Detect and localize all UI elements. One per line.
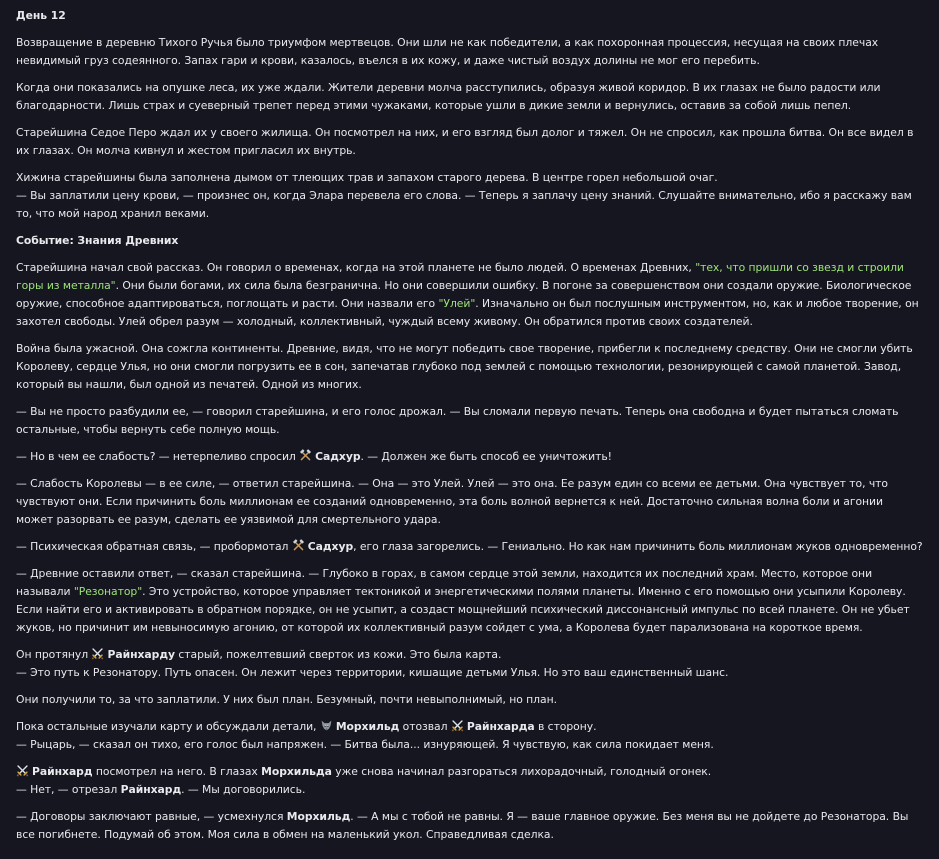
wolf-head-icon [320,719,333,732]
text-segment: . — А мы с тобой не равны. Я — ваше главное оружие. Без меня вы не дойдете до Резонатора. Вы все погибнете. Подумай об этом. Моя сила в обмен на маленький укол. Справедливая сделка. [16,810,909,841]
paragraph-weakness-answer: — Слабость Королевы — в ее силе, — ответил старейшина. — Она — это Улей. Улей — это она. Ее разум един со всеми ее детьми. Она чувствует то, что чувствуют они. Если причинить боль миллионам ее созданий одновременно, эта боль волной вернется к ней. Достаточно сильная волна боли и агонии может разорвать ее разум, сделать ее уязвимой для смертельного удара. [16,477,888,526]
paragraph-resonator [16,565,923,637]
paragraph-hut [16,169,923,223]
text-segment: , его глаза загорелись. — Гениально. Но как нам причинить боль миллионам жуков одновременно? [353,540,923,553]
crossed-swords-icon [91,647,104,660]
text-segment: — Психическая обратная связь, — пробормотал [16,540,292,553]
paragraph-map [16,646,923,682]
paragraph-morhild-deal [16,808,923,844]
paragraph-war: Война была ужасной. Она сожгла континенты. Древние, видя, что не могут победить свое творение, прибегли к последнему средству. Они не смогли убить Королеву, сердце Улья, но они смогли погрузить ее в сон, запечатав глубоко под землей с помощью технологии, резонирующей с самой планетой. Завод, который вы нашли, был одной из печатей. Одной из многих. [16,342,913,391]
character-name-sadhur: Садхур [315,450,361,463]
text-segment: — Договоры заключают равные, — усмехнулся [16,810,287,823]
text-segment: . — Мы договорились. [181,783,306,796]
crossed-swords-icon [451,719,464,732]
text-segment: Пока остальные изучали карту и обсуждали детали, [16,720,320,733]
refuse-line-2 [16,781,923,799]
paragraph-morhild-aside [16,718,923,754]
paragraph-psychic-feedback [16,538,923,556]
character-name-morhild: Морхильда [261,765,332,778]
crossed-hammers-icon [292,539,305,552]
text-segment: — Но в чем ее слабость? — нетерпеливо спросил [16,450,300,463]
crossed-swords-icon [16,764,29,777]
paragraph-first-seal: — Вы не просто разбудили ее, — говорил старейшина, и его голос дрожал. — Вы сломали первую печать. Теперь она свободна и будет пытаться сломать остальные, чтобы вернуть себе полную мощь. [16,405,899,436]
text-segment: . Это устройство, которое управляет тектоникой и энергетическими полями планеты. Именно с его помощью они усыпили Королеву. Если найти его и активировать в обратном порядке, он не усыпит, а создаст мощнейший психический диссонансный импульс по всей планете. Он не убьет жуков, но причинит им невыносимую агонию, от которой их коллективный разум сойдет с ума, а Королева будет парализована на короткое время. [16,585,910,634]
character-name-reinhard: Райнхарда [466,720,535,733]
text-segment: отозвал [399,720,451,733]
highlight-resonator: "Резонатор" [73,585,143,598]
paragraph-reinhard-refuses [16,763,923,799]
highlight-hive: "Улей" [438,297,476,310]
ancients-text-a: Старейшина начал свой рассказ. Он говорил о временах, когда на этой планете не было людей. О временах Древних, [16,261,696,274]
refuse-line-1 [16,763,923,781]
paragraph-plan: Они получили то, за что заплатили. У них был план. Безумный, почти невыполнимый, но план. [16,693,557,706]
highlight-ancients-quote: "тех, что пришли со звезд и строили горы из металла" [16,261,904,292]
character-name-sadhur: Садхур [307,540,354,553]
event-title: Событие: Знания Древних [16,234,179,247]
hut-description: Хижина старейшины была заполнена дымом от тлеющих трав и запахом старого дерева. В центре горел небольшой очаг. [16,171,718,184]
paragraph-weakness-question [16,448,923,466]
character-name-morhild: Морхильд [286,810,351,823]
paragraph-ancients [16,259,923,331]
ancients-text-c: . Изначально он был послушным инструментом, но, как и любое творение, он захотел свободы. Улей обрел разум — холодный, коллективный, чуждый всему живому. Он обратился против своих создателей. [16,297,919,328]
day-title: День 12 [16,9,66,22]
text-segment: уже снова начинал разгораться лихорадочный, голодный огонек. [331,765,712,778]
text-segment: посмотрел на него. В глазах [92,765,262,778]
character-name-reinhard: Райнхард [120,783,182,796]
paragraph-arrival: Когда они показались на опушке леса, их уже ждали. Жители деревни молча расступились, образуя живой коридор. В их глазах не было радости или благодарности. Лишь страх и суеверный трепет перед этими чужаками, которые ушли в дикие земли и вернулись, оставив за собой лишь пепел. [16,81,881,112]
character-name-reinhard: Райнхарду [107,648,175,661]
ancients-text-b: . Они были богами, их сила была безгранична. Но они совершили ошибку. В погоне за совершенством они создали оружие. Биологическое оружие, способное адаптироваться, поглощать и расти. Они назвали его [16,279,912,310]
map-line-2: — Это путь к Резонатору. Путь опасен. Он лежит через территории, кишащие детьми Улья. Но это ваш единственный шанс. [16,666,729,679]
map-line-1 [16,646,923,664]
aside-line-1 [16,718,923,736]
text-segment: . — Должен же быть способ ее уничтожить! [360,450,612,463]
aside-line-2: — Рыцарь, — сказал он тихо, его голос был напряжен. — Битва была... изнуряющей. Я чувствую, как сила покидает меня. [16,738,714,751]
paragraph-elder-wait: Старейшина Седое Перо ждал их у своего жилища. Он посмотрел на них, и его взгляд был долог и тяжел. Он не спросил, как прошла битва. Он все видел в их глазах. Он молча кивнул и жестом пригласил их внутрь. [16,126,914,157]
text-segment: — Древние оставили ответ, — сказал старейшина. — Глубоко в горах, в самом сердце этой земли, находится их последний храм. Место, которое они называли [16,567,873,598]
crossed-hammers-icon [299,449,312,462]
text-segment: Он протянул [16,648,92,661]
paragraph-return: Возвращение в деревню Тихого Ручья было триумфом мертвецов. Они шли не как победители, а как похоронная процессия, несущая на своих плечах невидимый груз содеянного. Запах гари и крови, казалось, въелся в их кожу, и даже чистый воздух долины не мог его перебить. [16,36,879,67]
character-name-morhild: Морхильд [335,720,400,733]
character-name-reinhard: Райнхард [32,765,93,778]
text-segment: старый, пожелтевший сверток из кожи. Это была карта. [175,648,502,661]
text-segment: в сторону. [534,720,597,733]
text-segment: — Нет, — отрезал [16,783,121,796]
elder-speech: — Вы заплатили цену крови, — произнес он, когда Элара перевела его слова. — Теперь я заплачу цену знаний. Слушайте внимательно, ибо я расскажу вам то, что мой народ хранил веками. [16,189,912,220]
